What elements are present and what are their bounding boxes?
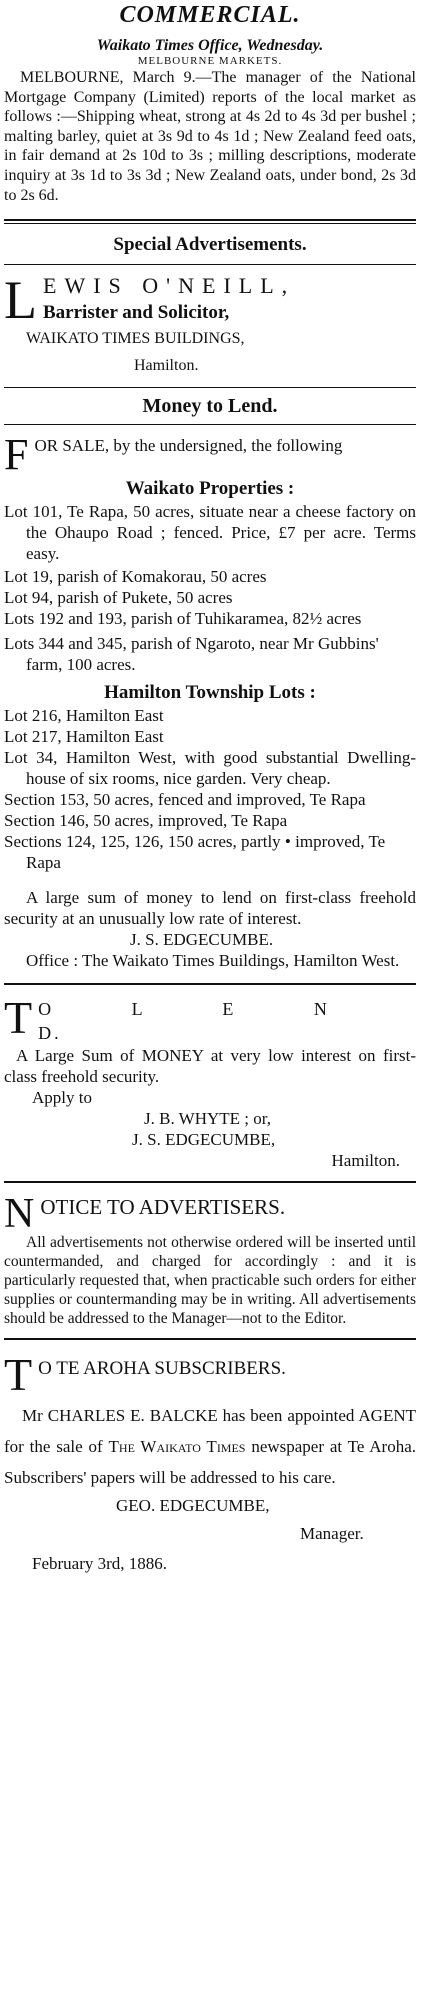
for-sale-advert	[4, 430, 416, 971]
te-aroha-advert	[4, 1349, 416, 1579]
commercial-dateline: Waikato Times Office, Wednesday.	[96, 37, 324, 54]
township-heading: Hamilton Township Lots :	[104, 682, 316, 704]
oneill-advert	[4, 270, 416, 381]
oneill-name: EWIS O'NEILL,	[43, 273, 296, 299]
township-item: Lot 34, Hamilton West, with good substantial Dwelling-house of six rooms, nice garden. Very cheap.	[4, 748, 416, 789]
township-item: Section 146, 50 acres, improved, Te Rapa	[4, 811, 288, 831]
oneill-town: Hamilton.	[134, 357, 199, 375]
aroha-signer: GEO. EDGECUMBE,	[116, 1496, 270, 1516]
lot-item: Lot 19, parish of Komakorau, 50 acres	[4, 567, 267, 587]
section-divider	[4, 1338, 416, 1340]
to-lend-town: Hamilton.	[331, 1151, 400, 1171]
township-item: Lot 217, Hamilton East	[4, 727, 164, 747]
waikato-properties-heading: Waikato Properties :	[125, 478, 295, 500]
commercial-body: MELBOURNE, March 9.—The manager of the National Mortgage Company (Limited) reports of the local market as follows :—Shipping wheat, strong at 4s 2d to 4s 3d per bushel ; malting barley, quiet at 3s 9d to 4s 1d ; New Zealand feed oats, in fair demand at 2s 10d to 3s ; milling descriptions, moderate inquiry at 3s 1d to 3s 3d ; New Zealand oats, under bond, 2s 3d to 2s 6d.	[4, 69, 416, 204]
township-item: Lot 216, Hamilton East	[4, 706, 164, 726]
oneill-address: WAIKATO TIMES BUILDINGS,	[26, 330, 245, 348]
section-divider	[4, 219, 416, 221]
lot-item: Lots 344 and 345, parish of Ngaroto, near Mr Gubbins' farm, 100 acres.	[4, 634, 379, 675]
money-closing: A large sum of money to lend on first-class freehold security at an unusually low rate of interest.	[4, 888, 416, 929]
section-divider	[4, 264, 416, 265]
dropcap-f: F	[4, 430, 29, 480]
notice-heading: OTICE TO ADVERTISERS.	[40, 1195, 286, 1220]
money-office: Office : The Waikato Times Buildings, Hamilton West.	[26, 951, 400, 971]
aroha-newspaper-name: The Waikato Times	[108, 1437, 246, 1457]
aroha-body	[4, 1400, 416, 1493]
money-heading: Money to Lend.	[142, 395, 278, 418]
to-lend-name2: J. S. EDGECUMBE,	[132, 1130, 276, 1150]
section-divider	[4, 223, 416, 224]
aroha-body-text: Mr CHARLES E. BALCKE has been appointed AGENT for the sale of	[4, 1406, 416, 1457]
township-item: Sections 124, 125, 126, 150 acres, partly • improved, Te Rapa	[4, 832, 386, 873]
aroha-heading: O TE AROHA SUBSCRIBERS.	[38, 1358, 286, 1380]
aroha-body-text: newspaper at Te Aroha. Subscribers' papers will be addressed to his care.	[4, 1437, 416, 1488]
lot-item: Lot 101, Te Rapa, 50 acres, situate near a cheese factory on the Ohaupo Road ; fenced. Price, £7 per acre. Terms easy.	[4, 502, 416, 564]
to-lend-body: A Large Sum of MONEY at very low interest on first-class freehold security.	[4, 1046, 416, 1087]
to-lend-apply: Apply to	[32, 1088, 92, 1108]
to-lend-advert	[4, 992, 416, 1171]
commercial-heading: COMMERCIAL.	[119, 2, 301, 28]
for-sale-intro: OR SALE, by the undersigned, the following	[34, 436, 343, 456]
lot-item: Lots 192 and 193, parish of Tuhikaramea, 82½ acres	[4, 609, 362, 629]
notice-body: All advertisements not otherwise ordered will be inserted until countermanded, and charged for accordingly : and it is particularly requested that, when practicable such orders for either supplies or countermanding may be in writing. All advertisements should be addressed to the Manager—not to the Editor.	[4, 1234, 416, 1328]
section-divider	[4, 1181, 416, 1183]
commercial-subhead: MELBOURNE MARKETS.	[137, 55, 283, 67]
dropcap-l: L	[4, 270, 37, 331]
section-divider	[4, 983, 416, 985]
dropcap-t2: T	[4, 1349, 33, 1401]
lot-item: Lot 94, parish of Pukete, 50 acres	[4, 588, 233, 608]
to-lend-heading: O L E N D.	[38, 999, 330, 1044]
money-signer: J. S. EDGECUMBE.	[130, 930, 274, 950]
oneill-title: Barrister and Solicitor,	[43, 302, 230, 324]
commercial-section	[4, 0, 416, 205]
notice-advert	[4, 1193, 416, 1328]
aroha-date: February 3rd, 1886.	[32, 1554, 168, 1574]
section-divider	[4, 387, 416, 388]
dropcap-n: N	[4, 1191, 35, 1238]
special-advertisements-heading: Special Advertisements.	[113, 234, 307, 256]
aroha-role: Manager.	[300, 1524, 364, 1544]
to-lend-name1: J. B. WHYTE ; or,	[144, 1109, 271, 1129]
township-item: Section 153, 50 acres, fenced and improved, Te Rapa	[4, 790, 366, 810]
section-divider	[4, 424, 416, 425]
dropcap-t: T	[4, 992, 33, 1044]
